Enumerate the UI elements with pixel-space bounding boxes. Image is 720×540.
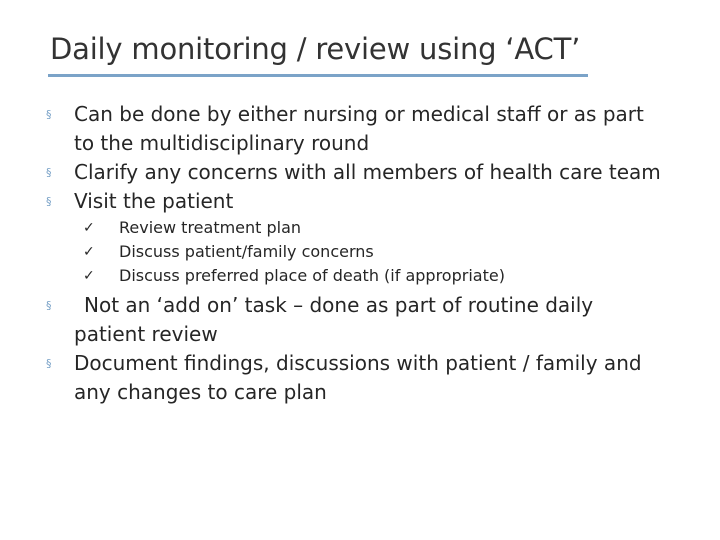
checkmark-icon: ✓ bbox=[83, 268, 95, 284]
checkmark-icon: ✓ bbox=[83, 220, 95, 236]
bullet-marker-icon: § bbox=[46, 166, 52, 179]
bullet-text: Document findings, discussions with patient / family and any changes to care plan bbox=[74, 351, 642, 404]
bullet-text: Visit the patient bbox=[74, 189, 234, 213]
sub-bullet-text: Discuss preferred place of death (if appropriate) bbox=[119, 266, 505, 285]
checkmark-icon: ✓ bbox=[83, 244, 95, 260]
sub-bullet-text: Review treatment plan bbox=[119, 218, 302, 237]
slide-title: Daily monitoring / review using ‘ACT’ bbox=[50, 32, 581, 66]
bullet-item bbox=[46, 158, 666, 187]
bullet-marker-icon: § bbox=[46, 299, 52, 312]
slide-body bbox=[46, 100, 666, 407]
sub-bullet-item bbox=[46, 264, 666, 288]
bullet-item bbox=[46, 100, 666, 158]
sub-bullet-list bbox=[46, 216, 666, 288]
bullet-marker-icon: § bbox=[46, 357, 52, 370]
bullet-marker-icon: § bbox=[46, 195, 52, 208]
title-underline bbox=[48, 74, 588, 77]
sub-bullet-item bbox=[46, 240, 666, 264]
bullet-text: Not an ‘add on’ task – done as part of routine daily patient review bbox=[74, 293, 594, 346]
bullet-item bbox=[46, 349, 666, 407]
bullet-marker-icon: § bbox=[46, 108, 52, 121]
sub-bullet-item bbox=[46, 216, 666, 240]
bullet-item bbox=[46, 187, 666, 216]
bullet-item bbox=[46, 291, 666, 349]
sub-bullet-text: Discuss patient/family concerns bbox=[119, 242, 374, 261]
bullet-text: Can be done by either nursing or medical staff or as part to the multidisciplinary round bbox=[74, 102, 644, 155]
bullet-text: Clarify any concerns with all members of health care team bbox=[74, 160, 661, 184]
